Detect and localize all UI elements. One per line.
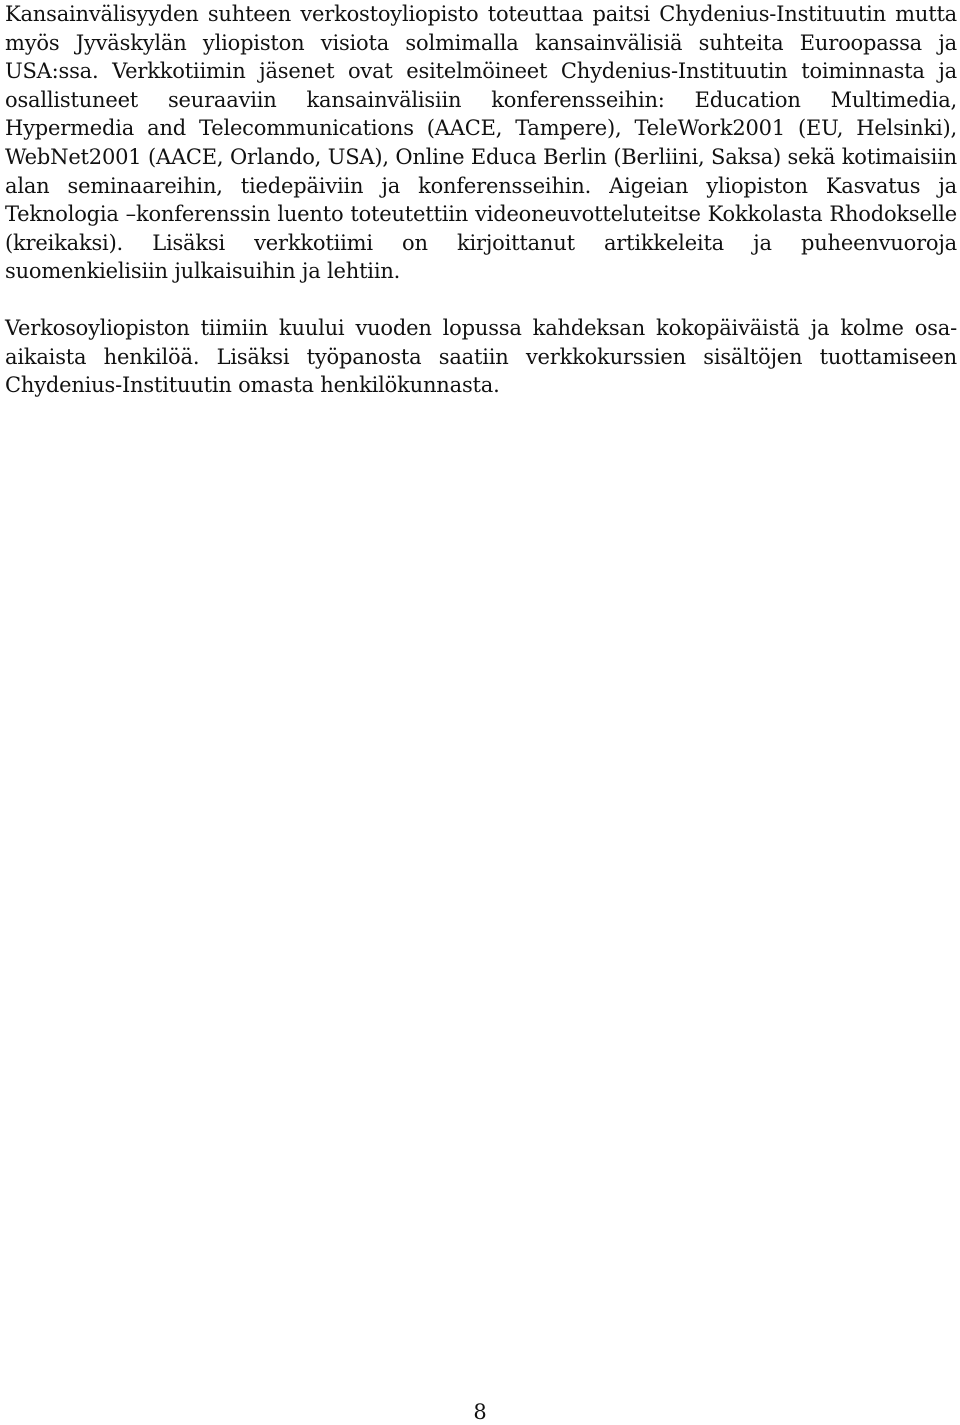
document-page [5, 0, 957, 400]
paragraph-international-relations: Kansainvälisyyden suhteen verkostoyliopisto toteuttaa paitsi Chydenius-Instituutin mutta myös Jyväskylän yliopiston visiota solmimalla kansainvälisiä suhteita Euroopassa ja USA:ssa. Verkkotiimin jäsenet ovat esitelmöineet Chydenius-Instituutin toiminnasta ja osallistuneet seuraaviin kansainvälisiin konferensseihin: Education Multimedia, Hypermedia and Telecommunications (AACE, Tampere), TeleWork2001 (EU, Helsinki), WebNet2001 (AACE, Orlando, USA), Online Educa Berlin (Berliini, Saksa) sekä kotimaisiin alan seminaareihin, tiedepäiviin ja konferensseihin. Aigeian yliopiston Kasvatus ja Teknologia –konferenssin luento toteutettiin videoneuvotteluteitse Kokkolasta Rhodokselle (kreikaksi). Lisäksi verkkotiimi on kirjoittanut artikkeleita ja puheenvuoroja suomenkielisiin julkaisuihin ja lehtiin. [5, 2, 957, 284]
page-number: 8 [473, 1400, 487, 1424]
paragraph-team-staff: Verkosoyliopiston tiimiin kuului vuoden lopussa kahdeksan kokopäiväistä ja kolme osa-aikaista henkilöä. Lisäksi työpanosta saatiin verkkokurssien sisältöjen tuottamiseen Chydenius-Instituutin omasta henkilökunnasta. [5, 315, 957, 398]
